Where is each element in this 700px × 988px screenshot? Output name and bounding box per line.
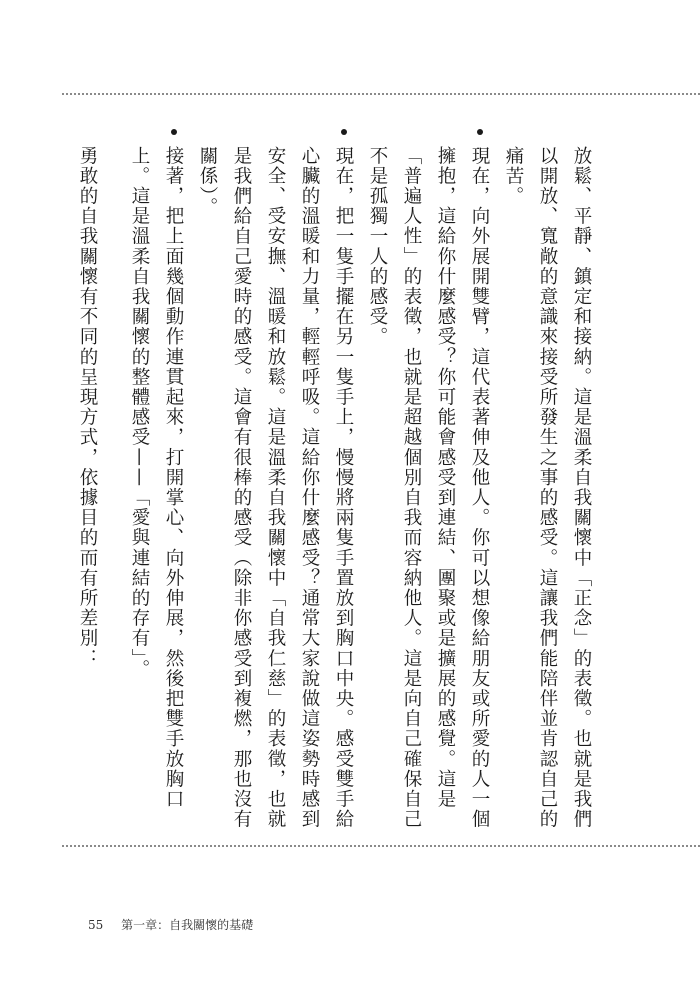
top-dotted-rule xyxy=(62,93,700,95)
vertical-text-body xyxy=(78,146,598,836)
bullet-dot-icon xyxy=(477,129,483,135)
chapter-title: 第一章：自我關懷的基礎 xyxy=(121,918,254,932)
paragraph-text: 勇敢的自我關懷有不同的呈現方式，依據目的而有所差別： xyxy=(77,146,98,669)
paragraph-self-kindness xyxy=(190,146,360,836)
bottom-dotted-rule xyxy=(62,845,700,847)
paragraph-mindfulness xyxy=(496,146,598,836)
paragraph-text: 放鬆、平靜、鎮定和接納。這是溫柔自我關懷中「正念」的表徵。也就是我們以開放、寬敞的意識來接受所發生之事的感受。這讓我們能陪伴並肯認自己的痛苦。 xyxy=(503,146,592,830)
paragraph-text: 現在，把一隻手擺在另一隻手上，慢慢將兩隻手置放到胸口中央。感受雙手給心臟的溫暖和力量，輕輕呼吸。這給你什麼感受？通常大家說做這姿勢時感到安全、受安撫、溫暖和放鬆。這是溫柔自我關懷中「自我仁慈」的表徵，也就是我們給自己愛時的感受。這會有很棒的感受（除非你感受到複燃，那也沒有關係）。 xyxy=(197,146,354,830)
bullet-dot-icon xyxy=(341,129,347,135)
paragraph-loving-presence xyxy=(122,146,190,836)
paragraph-text: 接著，把上面幾個動作連貫起來，打開掌心、向外伸展，然後把雙手放胸口上。這是溫柔自我關懷的整體感受——「愛與連結的存有」。 xyxy=(129,146,184,810)
page-footer xyxy=(88,916,253,933)
paragraph-text: 現在，向外展開雙臂，這代表著伸及他人。你可以想像給朋友或所愛的人一個擁抱，這給你什麼感受？你可能會感受到連結、團聚或是擴展的感覺。這是「普遍人性」的表徵，也就是超越個別自我而容納他人。這是向自己確保自己不是孤獨一人的感受。 xyxy=(367,146,490,830)
paragraph-fierce-self-compassion xyxy=(70,146,104,836)
bullet-dot-icon xyxy=(171,129,177,135)
page-number: 55 xyxy=(88,918,104,932)
paragraph-common-humanity xyxy=(360,146,496,836)
